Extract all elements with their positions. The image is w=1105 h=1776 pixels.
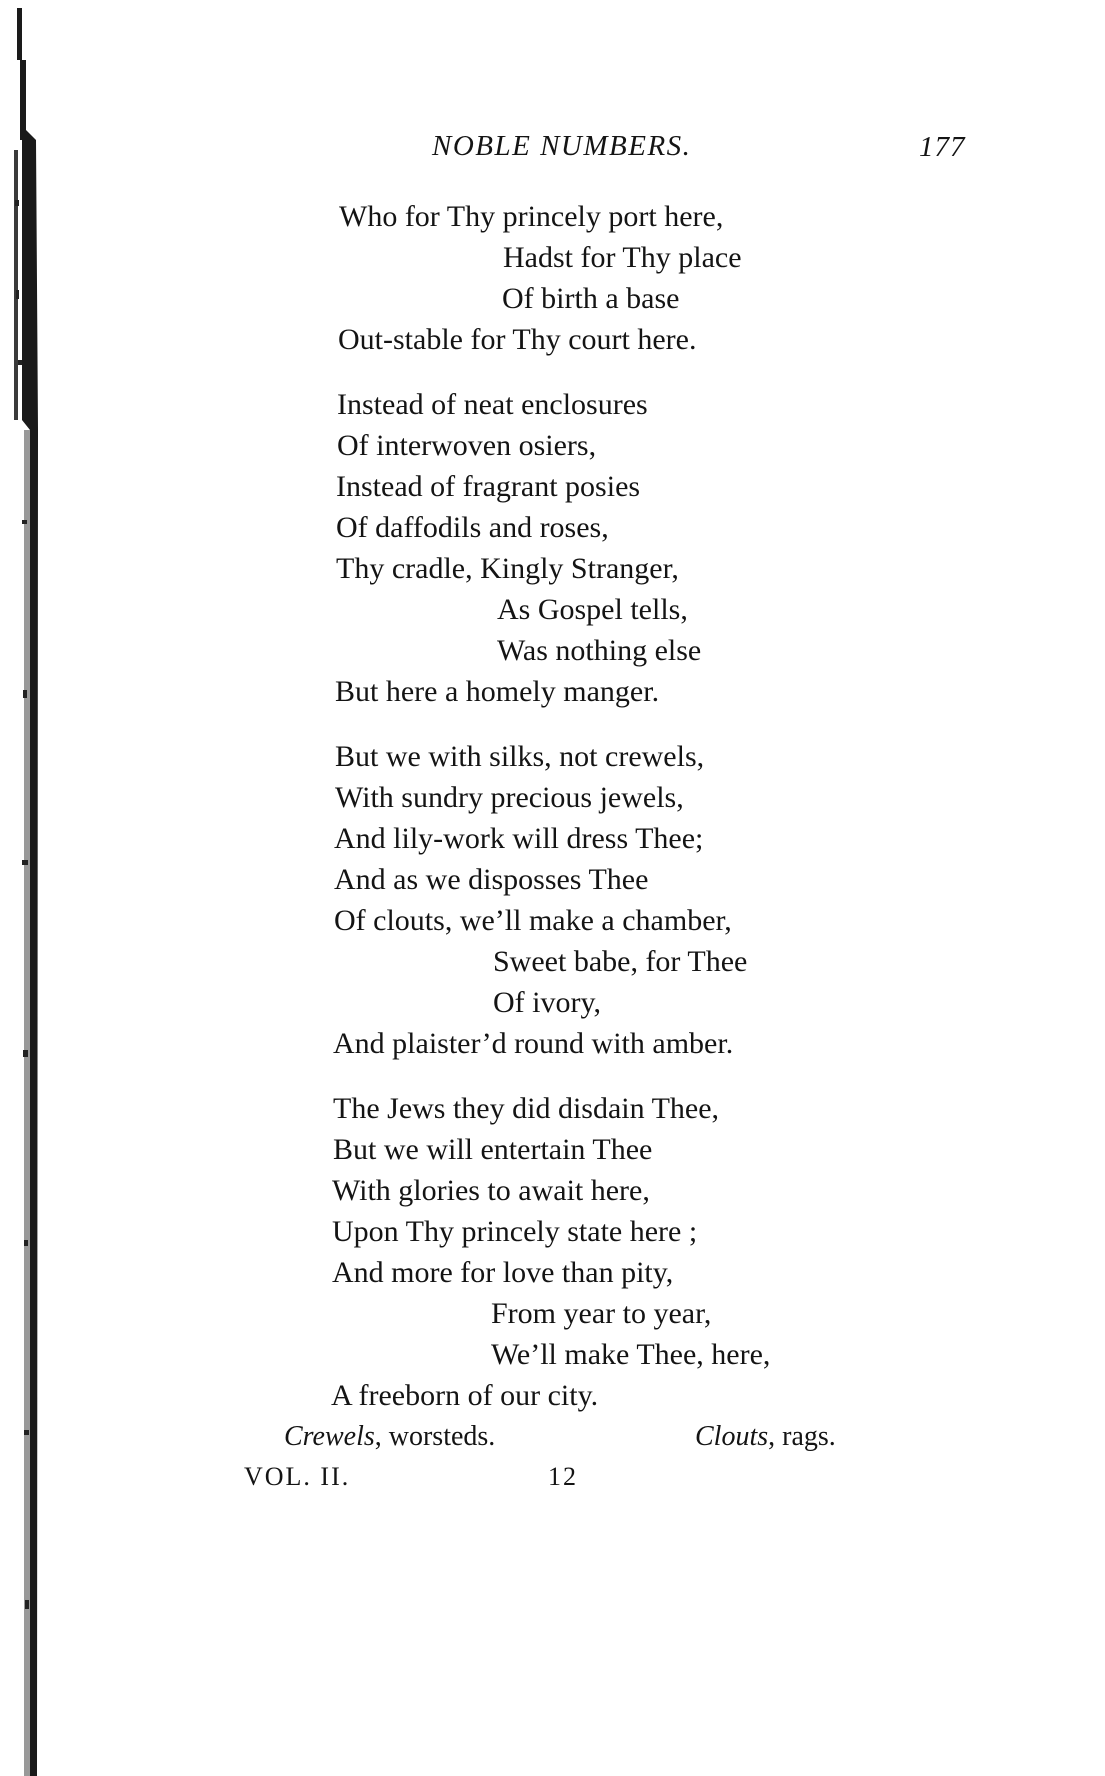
poem-line-text: With sundry precious jewels,	[335, 781, 684, 814]
poem-line	[0, 278, 1105, 319]
poem-line	[0, 1252, 1105, 1293]
page-header	[0, 130, 1105, 170]
poem-line-text: Of ivory,	[493, 986, 602, 1019]
poem-line	[0, 1375, 1105, 1416]
poem-line-text: Upon Thy princely state here ;	[332, 1215, 698, 1248]
poem-line	[0, 671, 1105, 712]
poem-line-text: Out-stable for Thy court here.	[338, 323, 697, 356]
stanza	[0, 1088, 1105, 1416]
poem-line	[0, 384, 1105, 425]
stanza	[0, 384, 1105, 712]
poem-line	[0, 425, 1105, 466]
poem-line	[0, 196, 1105, 237]
poem-line-text: Of birth a base	[502, 282, 680, 315]
poem-line-text: But here a homely manger.	[335, 675, 660, 708]
poem-line-text: And as we disposses Thee	[334, 863, 649, 896]
poem-line-text: Who for Thy princely port here,	[339, 200, 724, 233]
footnote-term: Crewels	[284, 1421, 375, 1452]
poem-line	[0, 1088, 1105, 1129]
poem-line-text: Sweet babe, for Thee	[493, 945, 748, 978]
signature-mark: 12	[548, 1462, 578, 1491]
poem-line	[0, 1023, 1105, 1064]
stanza	[0, 736, 1105, 1064]
poem-line-text: Instead of fragrant posies	[336, 470, 641, 503]
poem-line	[0, 319, 1105, 360]
poem-line-text: Of clouts, we’ll make a chamber,	[334, 904, 732, 937]
poem-line-text: Was nothing else	[497, 634, 702, 667]
footnote-gloss: worsteds.	[381, 1421, 496, 1452]
poem-line-text: A freeborn of our city.	[331, 1379, 599, 1412]
footnote-clouts: Clouts, rags.	[695, 1421, 836, 1452]
poem-line	[0, 1334, 1105, 1375]
poem-line	[0, 1293, 1105, 1334]
footnote-crewels: Crewels, worsteds.	[284, 1421, 496, 1452]
poem-line	[0, 941, 1105, 982]
poem-line	[0, 982, 1105, 1023]
poem-line-text: But we with silks, not crewels,	[335, 740, 705, 773]
poem-line-text: Of daffodils and roses,	[336, 511, 609, 544]
footnote-term: Clouts	[695, 1421, 769, 1452]
poem-line	[0, 736, 1105, 777]
footnotes	[0, 1421, 1105, 1461]
poem-line	[0, 589, 1105, 630]
poem-line	[0, 900, 1105, 941]
stanza	[0, 196, 1105, 360]
poem-line	[0, 1211, 1105, 1252]
poem-line	[0, 630, 1105, 671]
poem-line	[0, 1129, 1105, 1170]
poem-line	[0, 777, 1105, 818]
poem-line	[0, 859, 1105, 900]
volume-label: VOL. II.	[244, 1462, 351, 1491]
poem-line-text: Thy cradle, Kingly Stranger,	[336, 552, 679, 585]
poem-line	[0, 548, 1105, 589]
poem-line-text: But we will entertain Thee	[333, 1133, 653, 1166]
poem-line-text: Instead of neat enclosures	[337, 388, 648, 421]
poem-line-text: And more for love than pity,	[332, 1256, 674, 1289]
poem-line	[0, 507, 1105, 548]
poem-line-text: We’ll make Thee, here,	[491, 1338, 771, 1371]
poem-line-text: And lily-work will dress Thee;	[334, 822, 704, 855]
poem-line-text: The Jews they did disdain Thee,	[333, 1092, 720, 1125]
running-head: NOBLE NUMBERS.	[432, 130, 692, 162]
poem-line-text: Of interwoven osiers,	[337, 429, 597, 462]
poem-line	[0, 818, 1105, 859]
poem-body	[0, 196, 1105, 1440]
poem-line	[0, 1170, 1105, 1211]
poem-line-text: As Gospel tells,	[497, 593, 688, 626]
poem-line-text: Hadst for Thy place	[503, 241, 742, 274]
poem-line-text: And plaister’d round with amber.	[333, 1027, 734, 1060]
poem-line-text: From year to year,	[491, 1297, 712, 1330]
page-number: 177	[919, 131, 966, 163]
footnote-gloss: rags.	[775, 1421, 836, 1452]
signature-line	[0, 1462, 1105, 1502]
poem-line	[0, 237, 1105, 278]
poem-line	[0, 466, 1105, 507]
poem-line-text: With glories to await here,	[332, 1174, 650, 1207]
